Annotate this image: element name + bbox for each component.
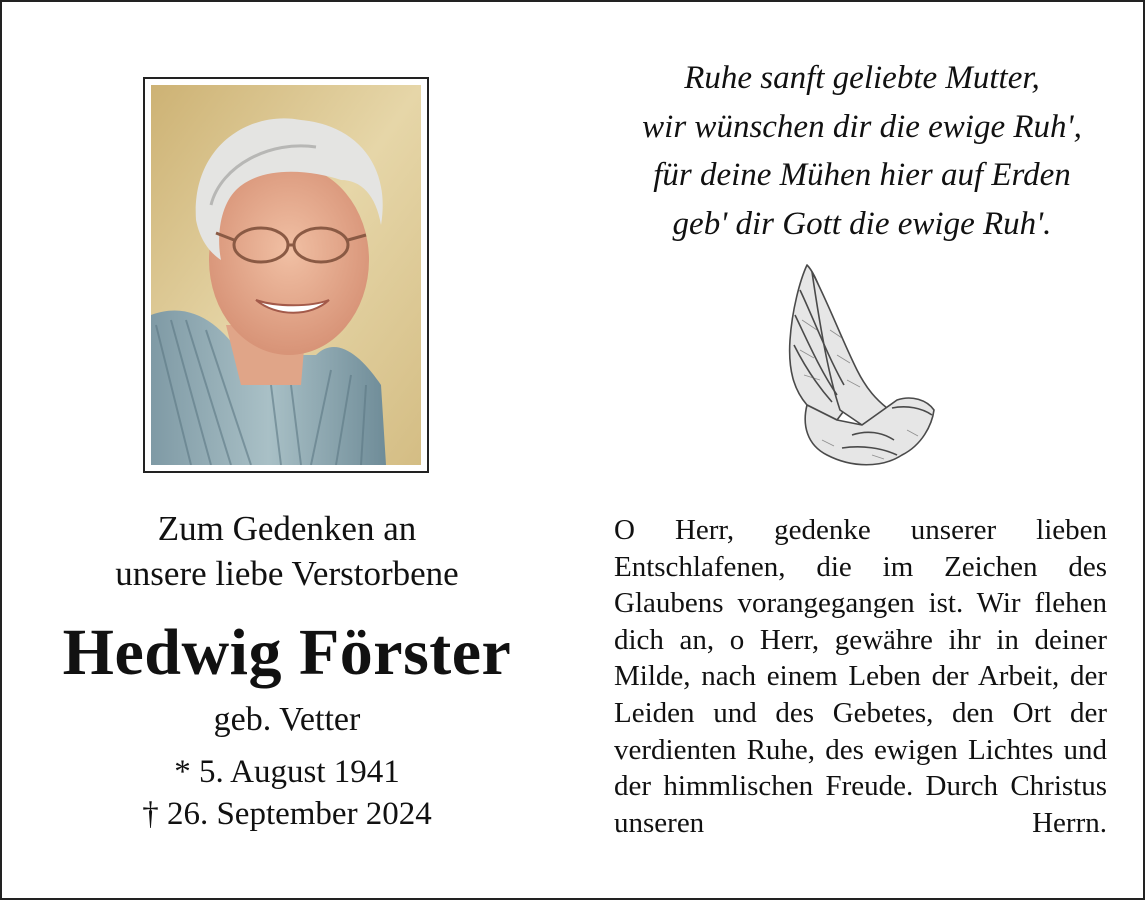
deceased-name: Hedwig Förster xyxy=(62,616,512,689)
poem-line: Ruhe sanft geliebte Mutter, xyxy=(684,60,1040,96)
poem-line: geb' dir Gott die ewige Ruh'. xyxy=(672,205,1052,242)
maiden-name: geb. Vetter xyxy=(213,701,361,738)
portrait-photo xyxy=(151,85,421,465)
poem-line: für deine Mühen hier auf Erden xyxy=(653,157,1071,193)
poem-line: wir wünschen dir die ewige Ruh', xyxy=(642,108,1082,145)
memorial-intro-line-2: unsere liebe Verstorbene xyxy=(115,554,459,593)
death-date: † 26. September 2024 xyxy=(142,796,432,832)
photo-frame xyxy=(143,77,429,473)
praying-hands-icon xyxy=(782,260,942,475)
memorial-intro-line-1: Zum Gedenken an xyxy=(157,509,417,548)
prayer-text: O Herr, gedenke unserer lieben Entschlafenen, die im Zeichen des Glaubens vorangegangen ist. Wir flehen dich an, o Herr, gewähre ihr in deiner Milde, nach einem Leben der Arbeit, der Leiden und des Gebetes, den Ort der verdienten Ruhe, des ewigen Lichtes und der himmlischen Freude. Durch Christus unseren Herrn. xyxy=(614,514,1107,839)
poem xyxy=(592,54,1132,248)
birth-date: * 5. August 1941 xyxy=(174,754,400,790)
